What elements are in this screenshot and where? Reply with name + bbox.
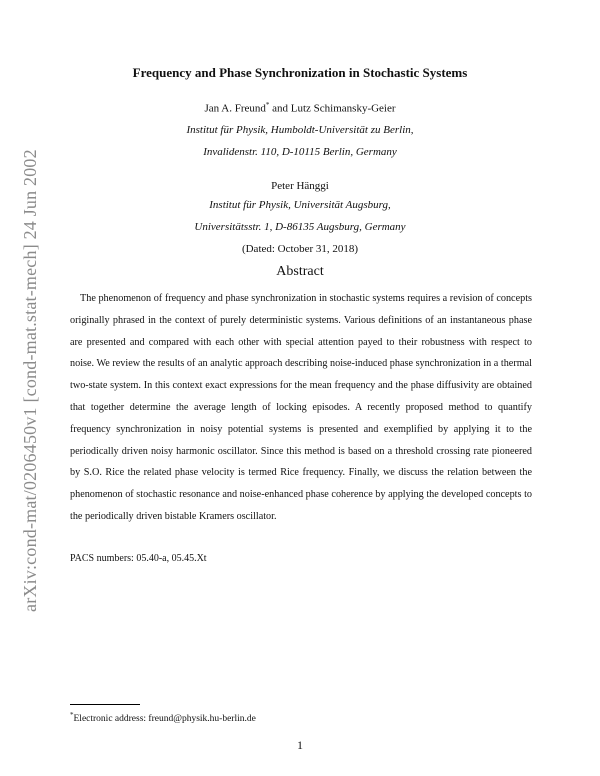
- affiliation-2-line-2: Universitätsstr. 1, D-86135 Augsburg, Germany: [194, 221, 406, 233]
- arxiv-sidebar-stamp: arXiv:cond-mat/0206450v1 [cond-mat.stat-mech] 24 Jun 2002: [20, 149, 40, 612]
- affiliation-1-line-1: Institut für Physik, Humboldt-Universität zu Berlin,: [186, 124, 414, 136]
- affiliation-2-line-1: Institut für Physik, Universität Augsburg,: [209, 199, 391, 211]
- footnote-text: Electronic address: freund@physik.hu-berlin.de: [73, 714, 256, 725]
- affiliation-1-line-2: Invalidenstr. 110, D-10115 Berlin, Germany: [203, 146, 397, 158]
- author-freund: Jan A. Freund: [204, 102, 266, 115]
- author-schimansky: and Lutz Schimansky-Geier: [269, 102, 396, 115]
- paper-title: Frequency and Phase Synchronization in Stochastic Systems: [132, 65, 468, 80]
- date-line: (Dated: October 31, 2018): [241, 243, 359, 255]
- footnote-divider: [70, 704, 140, 705]
- footnote: [70, 711, 256, 724]
- abstract-heading: Abstract: [276, 264, 324, 279]
- pacs-numbers: PACS numbers: 05.40-a, 05.45.Xt: [70, 553, 207, 564]
- authors-line-1: [0, 101, 600, 115]
- author-hanggi: Peter Hänggi: [271, 180, 329, 192]
- footnote-mark: *: [70, 711, 74, 719]
- author-footnote-mark: *: [265, 101, 270, 109]
- abstract-body: The phenomenon of frequency and phase synchronization in stochastic systems requires a revision of concepts originally phrased in the context of purely deterministic systems. Various definitions of an instantaneous phase are presented and compared with each other with special attention payed to their robustness with respect to noise. We review the results of an analytic approach describing noise-induced phase synchronization in a thermal two-state system. In this context exact expressions for the mean frequency and the phase diffusivity are obtained that together determine the average length of locking episodes. A recently proposed method to quantify frequency synchronization in noisy potential systems is presented and exemplified by applying it to the periodically driven noisy harmonic oscillator. Since this method is based on a threshold crossing rate pioneered by S.O. Rice the related phase velocity is termed Rice frequency. Finally, we discuss the relation between the phenomenon of stochastic resonance and noise-enhanced phase coherence by applying the developed concepts to the periodically driven bistable Kramers oscillator.: [70, 293, 532, 522]
- page-number: 1: [297, 738, 303, 752]
